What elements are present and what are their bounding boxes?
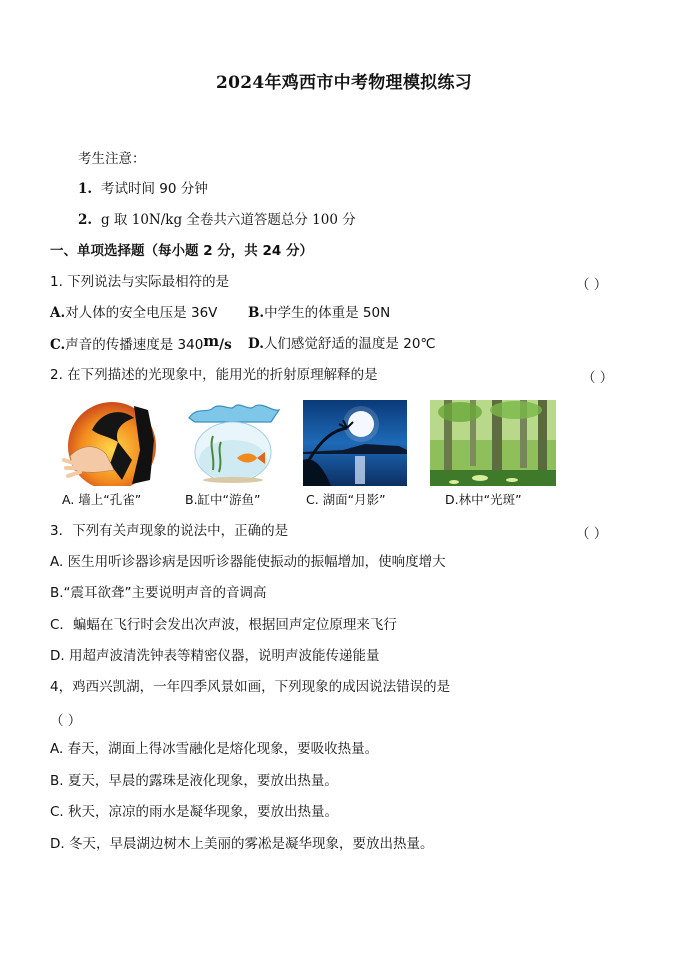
picture-caption-a: A. 墙上“孔雀” [62,492,142,507]
notice-item-1-number: 1. [78,181,93,197]
question-1-answer-paren: （ ） [576,277,608,293]
question-1-option-c [50,332,232,354]
question-1-option-d [248,335,436,353]
option-d-text: 人们感觉舒适的温度是 20℃ [263,336,436,352]
option-b-label: B. [248,305,265,321]
picture-caption-d: D.林中“光斑” [445,492,522,507]
question-3-option-d: D. 用超声波清洗钟表等精密仪器，说明声波能传递能量 [50,648,380,664]
picture-hand-shadow [62,400,158,486]
question-3-option-b: B.“震耳欲聋”主要说明声音的音调高 [50,585,267,601]
notice-item-2-number: 2. [78,212,93,228]
question-4-option-d: D. 冬天，早晨湖边树木上美丽的雾凇是凝华现象，要放出热量。 [50,836,434,852]
option-c-unit-s: /s [219,337,232,353]
picture-caption-c: C. 湖面“月影” [306,492,386,507]
question-4-option-b: B. 夏天，早晨的露珠是液化现象，要放出热量。 [50,773,338,789]
notice-heading: 考生注意： [78,151,146,167]
question-1-option-b [248,304,390,322]
notice-item-1-text: 考试时间 90 分钟 [101,181,208,197]
question-4-option-c: C. 秋天，凉凉的雨水是凝华现象，要放出热量。 [50,804,339,820]
question-3-option-c: C．蝙蝠在飞行时会发出次声波，根据回声定位原理来飞行 [50,617,397,633]
option-c-text: 声音的传播速度是 340 [65,337,204,353]
question-1-option-a [50,304,217,322]
option-a-text: 对人体的安全电压是 36V [65,305,218,321]
option-d-label: D. [248,336,264,352]
question-1-stem: 1. 下列说法与实际最相符的是 [50,274,230,290]
picture-caption-b: B.缸中“游鱼” [185,492,261,507]
option-a-label: A. [50,305,66,321]
option-b-text: 中学生的体重是 50N [264,305,391,321]
picture-moon-lake [303,400,407,486]
question-4-answer-paren: （ ） [50,713,82,729]
question-3-answer-paren: （ ） [576,526,608,542]
notice-item-2-text: g 取 10N/kg 全卷共六道答题总分 100 分 [101,212,356,228]
question-4-stem: 4，鸡西兴凯湖，一年四季风景如画，下列现象的成因说法错误的是 [50,679,451,695]
option-c-label: C. [50,337,66,353]
question-2-stem: 2. 在下列描述的光现象中，能用光的折射原理解释的是 [50,367,378,383]
page-title: 2024年鸡西市中考物理模拟练习 [215,73,473,93]
option-c-unit-m: m [203,332,220,350]
picture-fish-bowl [183,400,283,486]
question-3-option-a: A. 医生用听诊器诊病是因听诊器能使振动的振幅增加，使响度增大 [50,554,446,570]
question-4-option-a: A. 春天，湖面上得冰雪融化是熔化现象，要吸收热量。 [50,741,379,757]
question-3-stem: 3．下列有关声现象的说法中，正确的是 [50,523,289,539]
section-heading: 一、单项选择题（每小题 2 分，共 24 分） [50,243,313,259]
question-2-answer-paren: （ ） [582,370,614,386]
picture-forest [430,400,556,486]
